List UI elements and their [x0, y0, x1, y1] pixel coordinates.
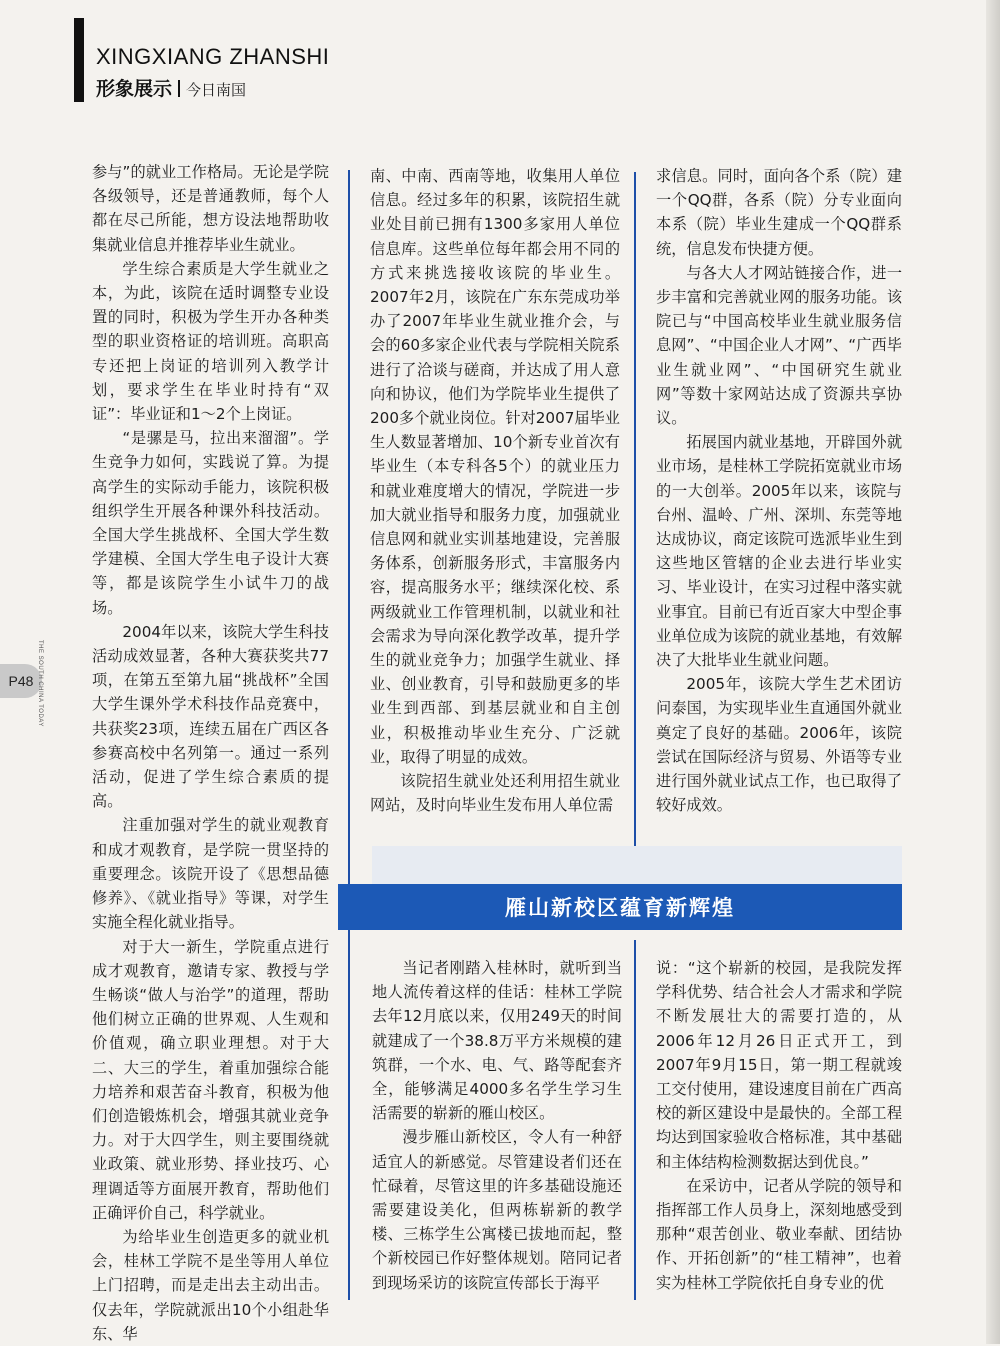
article-column-2	[370, 164, 620, 817]
paragraph: 对于大一新生，学院重点进行成才观教育，邀请专家、教授与学生畅谈“做人与治学”的道理，帮助他们树立正确的世界观、人生观和价值观，确立职业理想。对于大二、大三的学生，着重加强综合能力培养和艰苦奋斗教育，积极为他们创造锻炼机会，增强其就业竞争力。对于大四学生，则主要围绕就业政策、就业形势、择业技巧、心理调适等方面展开教育，帮助他们正确评价自己，科学就业。	[92, 937, 329, 1222]
page-edge	[986, 0, 1000, 1344]
paragraph: 南、中南、西南等地，收集用人单位信息。经过多年的积累，该院招生就业处目前已拥有1300多家用人单位信息库。这些单位每年都会用不同的方式来挑选接收该院的毕业生。2007年2月，该院在广东东莞成功举办了2007年毕业生就业推介会，与会的60多家企业代表与学院相关院系进行了洽谈与磋商，并达成了用人意向和协议，他们为学院毕业生提供了200多个就业岗位。针对2007届毕业生人数显著增加、10个新专业首次有毕业生（本专科各5个）的就业压力和就业难度增大的情况，学院进一步加大就业指导和服务力度，加强就业信息网和就业实训基地建设，完善服务体系，创新服务形式，丰富服务内容，提高服务水平；继续深化校、系两级就业工作管理机制，以就业和社会需求为导向深化教学改革，提升学生的就业竞争力；加强学生就业、择业、创业教育，引导和鼓励更多的毕业生到西部、到基层就业和自主创业，积极推动毕业生充分、广泛就业，取得了明显的成效。	[370, 167, 620, 766]
article-column-1	[92, 160, 329, 1346]
section-banner	[338, 884, 902, 930]
column-rule-left	[348, 170, 350, 1300]
section-banner-title: 雁山新校区蕴育新辉煌	[505, 895, 735, 920]
paragraph: 学生综合素质是大学生就业之本，为此，该院在适时调整专业设置的同时，积极为学生开办各种类型的职业资格证的培训班。高职高专还把上岗证的培训列入教学计划，要求学生在毕业时持有“双证”：毕业证和1～2个上岗证。	[92, 259, 329, 424]
page-number-tab	[0, 664, 42, 698]
paragraph: 漫步雁山新校区，令人有一种舒适宜人的新感觉。尽管建设者们还在忙碌着，尽管这里的许多基础设施还需要建设美化，但两栋崭新的教学楼、三栋学生公寓楼已拔地而起，整个新校园已作好整体规划。陪同记者到现场采访的该院宣传部长于海平	[372, 1128, 622, 1292]
header-separator	[178, 80, 180, 97]
paragraph: 该院招生就业处还利用招生就业网站，及时向毕业生发布用人单位需	[370, 772, 620, 815]
header-title-cn: 形象展示	[96, 78, 173, 100]
header-title-cn-group	[96, 74, 246, 101]
column-rule-right-bottom	[634, 940, 636, 1300]
paragraph: 说：“这个崭新的校园，是我院发挥学科优势、结合社会人才需求和学院不断发展壮大的需要打造的，从2006年12月26日正式开工，到2007年9月15日，第一期工程就竣工交付使用，建设速度目前在广西高校的新区建设中是最快的。全部工程均达到国家验收合格标准，其中基础和主体结构检测数据达到优良。”	[656, 959, 902, 1171]
paragraph: 当记者刚踏入桂林时，就听到当地人流传着这样的佳话：桂林工学院去年12月底以来，仅用249天的时间就建成了一个38.8万平方米规模的建筑群，一个水、电、气、路等配套齐全，能够满足4000多名学生学习生活需要的崭新的雁山校区。	[372, 959, 622, 1123]
article-column-4	[372, 956, 622, 1295]
paragraph: 为给毕业生创造更多的就业机会，桂林工学院不是坐等用人单位上门招聘，而是走出去主动出击。仅去年，学院就派出10个小组赴华东、华	[92, 1227, 329, 1343]
banner-shadow-panel	[372, 846, 902, 888]
paragraph: 求信息。同时，面向各个系（院）建一个QQ群，各系（院）分专业面向本系（院）毕业生建成一个QQ群系统，信息发布快捷方便。	[656, 167, 902, 258]
paragraph: 2005年，该院大学生艺术团访问泰国，为实现毕业生直通国外就业奠定了良好的基础。2006年，该院尝试在国际经济与贸易、外语等专业进行国外就业试点工作，也已取得了较好成效。	[656, 675, 902, 815]
header-title-en: XINGXIANG ZHANSHI	[96, 44, 330, 69]
paragraph: 注重加强对学生的就业观教育和成才观教育，是学院一贯坚持的重要理念。该院开设了《思想品德修养》、《就业指导》等课，对学生实施全程化就业指导。	[92, 816, 329, 932]
paragraph: 与各大人才网站链接合作，进一步丰富和完善就业网的服务功能。该院已与“中国高校毕业生就业服务信息网”、“中国企业人才网”、“广西毕业生就业网”、“中国研究生就业网”等数十家网站达成了资源共享协议。	[656, 263, 902, 428]
header-section: 今日南国	[186, 81, 247, 99]
paragraph: 拓展国内就业基地，开辟国外就业市场，是桂林工学院拓宽就业市场的一大创举。2005年以来，该院与台州、温岭、广州、深圳、东莞等地达成协议，商定该院可选派毕业生到这些地区管辖的企业去进行毕业实习、毕业设计，在实习过程中落实就业事宜。目前已有近百家大中型企事业单位成为该院的就业基地，有效解决了大批毕业生就业问题。	[656, 433, 902, 670]
paragraph: 在采访中，记者从学院的领导和指挥部工作人员身上，深刻地感受到那种“艰苦创业、敬业奉献、团结协作、开拓创新”的“桂工精神”，也着实为桂林工学院依托自身专业的优	[656, 1176, 902, 1292]
article-column-5	[656, 956, 902, 1295]
page-number: P48	[8, 673, 34, 689]
column-rule-right-top	[634, 172, 636, 872]
article-column-3	[656, 164, 902, 817]
magazine-vertical-title: THE SOUTH CHINA TODAY	[37, 640, 43, 727]
paragraph: 参与”的就业工作格局。无论是学院各级领导，还是普通教师，每个人都在尽己所能，想方设法地帮助收集就业信息并推荐毕业生就业。	[92, 163, 329, 254]
paragraph: 2004年以来，该院大学生科技活动成效显著，各种大赛获奖共77项，在第五至第九届“挑战杯”全国大学生课外学术科技作品竞赛中，共获奖23项，连续五届在广西区各参赛高校中名列第一。通过一系列活动，促进了学生综合素质的提高。	[92, 622, 329, 811]
paragraph: “是骡是马，拉出来溜溜”。学生竞争力如何，实践说了算。为提高学生的实际动手能力，该院积极组织学生开展各种课外科技活动。全国大学生挑战杯、全国大学生数学建模、全国大学生电子设计大赛等，都是该院学生小试牛刀的战场。	[92, 429, 329, 617]
header-accent-bar	[74, 18, 84, 102]
